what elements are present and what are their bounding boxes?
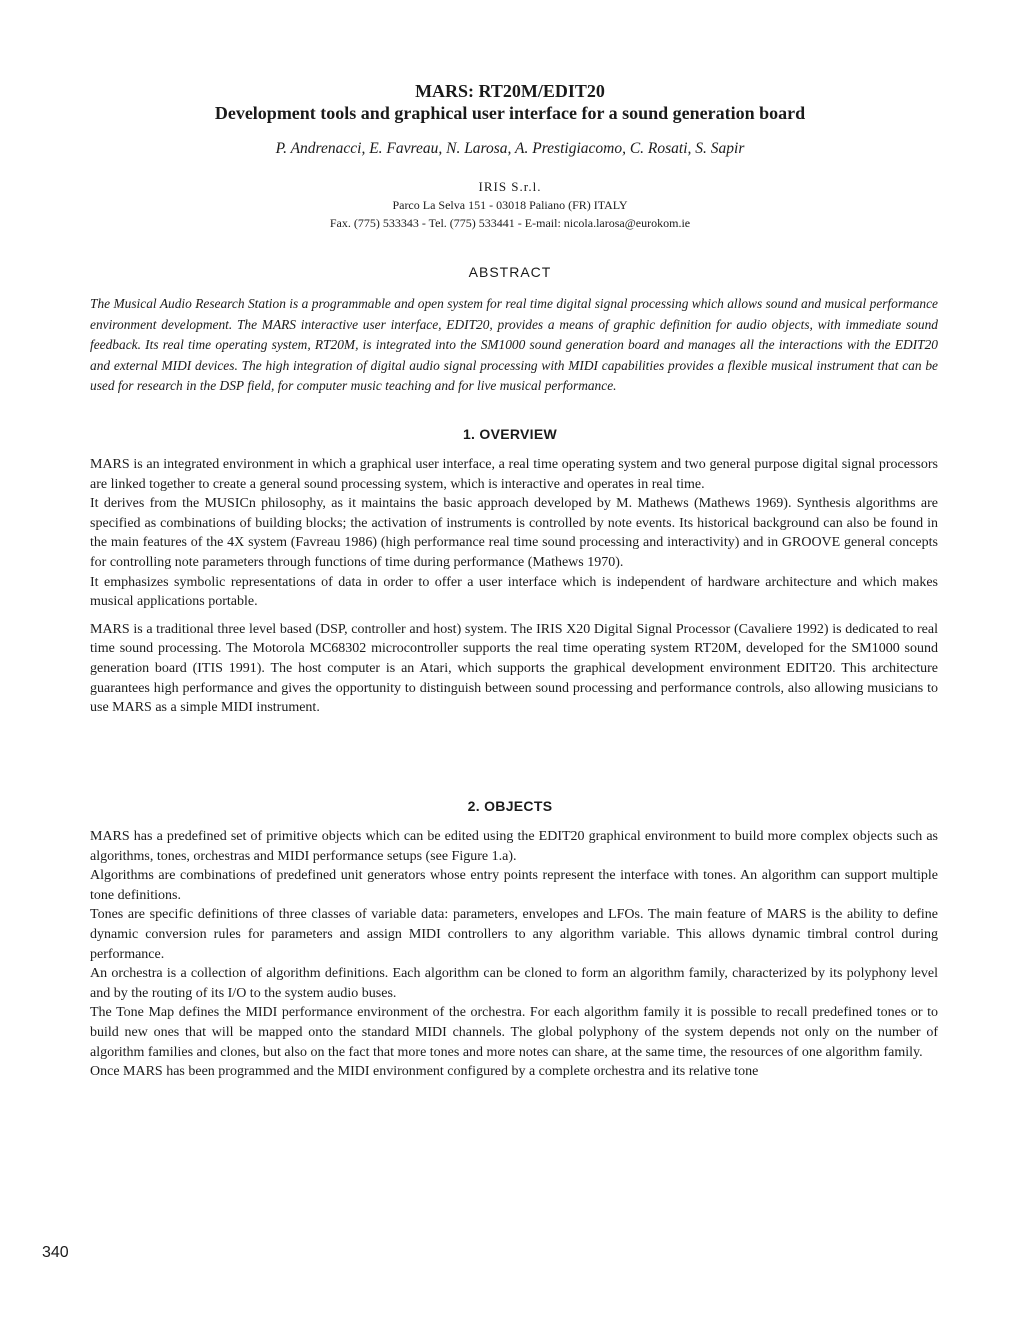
paragraph: MARS has a predefined set of primitive objects which can be edited using the EDIT20 graphical environment to build more complex objects such as algorithms, tones, orchestras and MIDI performance setups (see Figure 1.a). <box>90 829 938 864</box>
page-number: 340 <box>42 1244 69 1261</box>
section-body-overview <box>90 455 938 718</box>
affiliation <box>60 178 960 232</box>
paragraph: It derives from the MUSICn philosophy, as it maintains the basic approach developed by M. Mathews (Mathews 1969). Synthesis algorithms are specified as combinations of building blocks; the activation of instruments is controlled by note events. Its historical background can also be found in the main features of the 4X system (Favreau 1986) (high performance real time sound processing and interactivity) and in GROOVE general concepts for controlling note parameters through functions of time during performance (Mathews 1970). <box>90 496 938 570</box>
author-list: P. Andrenacci, E. Favreau, N. Larosa, A. Prestigiacomo, C. Rosati, S. Sapir <box>275 140 745 157</box>
paragraph: Once MARS has been programmed and the MIDI environment configured by a complete orchestra and its relative tone <box>90 1064 759 1080</box>
paragraph: It emphasizes symbolic representations of data in order to offer a user interface which is independent of hardware architecture and which makes musical applications portable. <box>90 574 938 610</box>
abstract-heading: ABSTRACT <box>468 264 552 280</box>
title-line-2: Development tools and graphical user interface for a sound generation board <box>214 103 806 123</box>
paragraph: Tones are specific definitions of three classes of variable data: parameters, envelopes and LFOs. The main feature of MARS is the ability to define dynamic conversion rules for parameters and assign MIDI controllers to any algorithm variable. This allows dynamic timbral control during performance. <box>90 907 938 962</box>
paper-title <box>60 80 960 124</box>
section-heading-overview: 1. OVERVIEW <box>462 426 558 442</box>
abstract-text: The Musical Audio Research Station is a programmable and open system for real time digital signal processing which allows sound and musical performance environment development. The MARS interactive user interface, EDIT20, provides a means of graphic definition for audio objects, with immediate sound feedback. Its real time operating system, RT20M, is integrated into the SM1000 sound generation board and manages all the interactions with the EDIT20 and external MIDI devices. The high integration of digital audio signal processing with MIDI capabilities provides a flexible musical instrument that can be used for research in the DSP field, for computer music teaching and for live musical performance. <box>90 296 938 393</box>
paragraph: MARS is an integrated environment in which a graphical user interface, a real time operating system and two general purpose digital signal processors are linked together to create a general sound processing system, which is interactive and operates in real time. <box>90 457 938 492</box>
paragraph: The Tone Map defines the MIDI performance environment of the orchestra. For each algorithm family it is possible to recall predefined tones or to build new ones that will be mapped onto the standard MIDI channels. The global polyphony of the system depends not only on the number of algorithm families and clones, but also on the fact that more tones and more notes can share, at the same time, the resources of one algorithm family. <box>90 1005 938 1060</box>
title-line-1: MARS: RT20M/EDIT20 <box>415 81 605 101</box>
address: Parco La Selva 151 - 03018 Paliano (FR) ITALY <box>392 198 628 212</box>
contact-info: Fax. (775) 533343 - Tel. (775) 533441 - E-mail: nicola.larosa@eurokom.ie <box>329 216 691 230</box>
paragraph: An orchestra is a collection of algorithm definitions. Each algorithm can be cloned to form an algorithm family, characterized by its polyphony level and by the routing of its I/O to the system audio buses. <box>90 966 938 1001</box>
paragraph: MARS is a traditional three level based (DSP, controller and host) system. The IRIS X20 Digital Signal Processor (Cavaliere 1992) is dedicated to real time sound processing. The Motorola MC68302 microcontroller supports the real time operating system RT20M, developed for the SM1000 sound generation board (ITIS 1991). The host computer is an Atari, which supports the graphical development environment EDIT20. This architecture guarantees high performance and gives the opportunity to distinguish between sound processing and performance controls, also allowing musicians to use MARS as a simple MIDI instrument. <box>90 621 938 716</box>
section-body-objects <box>90 827 938 1082</box>
section-heading-objects: 2. OBJECTS <box>467 798 553 814</box>
organization: IRIS S.r.l. <box>478 179 542 194</box>
paragraph: Algorithms are combinations of predefined unit generators whose entry points represent the interface with tones. An algorithm can support multiple tone definitions. <box>90 868 938 903</box>
